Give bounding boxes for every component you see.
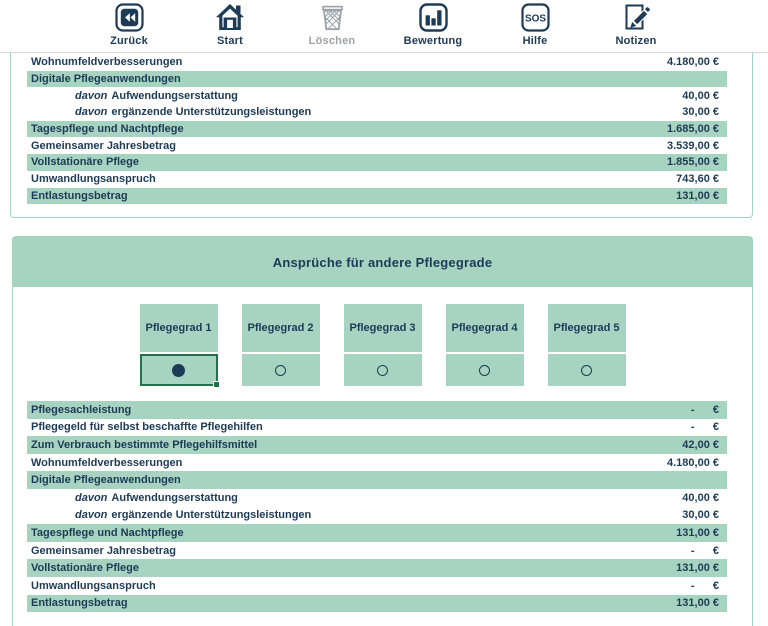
row-label: Digitale Pflegeanwendungen bbox=[31, 474, 181, 487]
row-value: 4.180,00 € bbox=[667, 56, 719, 69]
row-label: davon ergänzende Unterstützungsleistungen bbox=[75, 106, 312, 119]
table-row bbox=[27, 104, 727, 121]
back-label: Zurück bbox=[110, 35, 148, 47]
radio-pflegegrad-5[interactable] bbox=[548, 354, 626, 386]
notes-label: Notizen bbox=[615, 35, 657, 47]
davon-prefix: davon bbox=[75, 491, 108, 504]
notes-button[interactable] bbox=[590, 2, 682, 47]
davon-prefix: davon bbox=[75, 106, 108, 119]
row-label: Entlastungsbetrag bbox=[31, 189, 128, 202]
panel-header bbox=[13, 237, 752, 287]
row-value: 40,00 € bbox=[682, 491, 719, 504]
row-label: davon ergänzende Unterstützungsleistungen bbox=[75, 509, 312, 522]
grade-label: Pflegegrad 3 bbox=[344, 304, 422, 352]
row-label: Wohnumfeldverbesserungen bbox=[31, 456, 183, 469]
row-label: Tagespflege und Nachtpflege bbox=[31, 526, 184, 539]
table-row bbox=[27, 137, 727, 154]
grade-label: Pflegegrad 2 bbox=[242, 304, 320, 352]
radio-pflegegrad-4[interactable] bbox=[446, 354, 524, 386]
radio-circle bbox=[377, 365, 388, 376]
other-grades-table bbox=[27, 401, 727, 612]
rating-label: Bewertung bbox=[403, 35, 463, 47]
help-button[interactable] bbox=[489, 2, 581, 47]
table-row bbox=[27, 87, 727, 104]
bar-chart-icon bbox=[387, 2, 479, 33]
grade-label: Pflegegrad 1 bbox=[140, 304, 218, 352]
row-label: Vollstationäre Pflege bbox=[31, 562, 139, 575]
row-label: Tagespflege und Nachtpflege bbox=[31, 123, 184, 136]
delete-label: Löschen bbox=[308, 35, 356, 47]
row-label: davon Aufwendungserstattung bbox=[75, 491, 238, 504]
row-value: 30,00 € bbox=[682, 106, 719, 119]
table-row bbox=[27, 121, 727, 138]
table-row bbox=[27, 542, 727, 560]
row-value: - € bbox=[690, 579, 719, 592]
grade-selector bbox=[13, 304, 752, 386]
row-label: Gemeinsamer Jahresbetrag bbox=[31, 139, 176, 152]
note-pencil-icon bbox=[590, 2, 682, 33]
grade-option-5 bbox=[548, 304, 626, 386]
row-value: 131,00 € bbox=[676, 562, 719, 575]
home-label: Start bbox=[216, 35, 244, 47]
row-value: 40,00 € bbox=[682, 89, 719, 102]
table-row bbox=[27, 71, 727, 88]
row-label: Umwandlungsanspruch bbox=[31, 173, 156, 186]
sos-icon bbox=[489, 2, 581, 33]
row-label: Umwandlungsanspruch bbox=[31, 579, 156, 592]
radio-pflegegrad-2[interactable] bbox=[242, 354, 320, 386]
table-row bbox=[27, 401, 727, 419]
table-row bbox=[27, 54, 727, 71]
panel-title: Ansprüche für andere Pflegegrade bbox=[272, 254, 493, 270]
table-row bbox=[27, 436, 727, 454]
home-button[interactable] bbox=[184, 2, 276, 47]
grade-option-4 bbox=[446, 304, 524, 386]
row-value: - € bbox=[690, 403, 719, 416]
row-value: 131,00 € bbox=[676, 597, 719, 610]
back-button[interactable] bbox=[83, 2, 175, 47]
davon-prefix: davon bbox=[75, 89, 108, 102]
row-value: 42,00 € bbox=[682, 438, 719, 451]
row-label: Entlastungsbetrag bbox=[31, 597, 128, 610]
row-label: Wohnumfeldverbesserungen bbox=[31, 56, 183, 69]
grade-label: Pflegegrad 5 bbox=[548, 304, 626, 352]
radio-pflegegrad-3[interactable] bbox=[344, 354, 422, 386]
radio-circle bbox=[581, 365, 592, 376]
table-row bbox=[27, 188, 727, 205]
table-row bbox=[27, 507, 727, 525]
selection-fill-handle[interactable] bbox=[213, 381, 220, 388]
row-value: 131,00 € bbox=[676, 189, 719, 202]
table-row bbox=[27, 419, 727, 437]
row-label: Vollstationäre Pflege bbox=[31, 156, 139, 169]
row-label: Pflegesachleistung bbox=[31, 403, 132, 416]
radio-circle bbox=[275, 365, 286, 376]
row-label: Gemeinsamer Jahresbetrag bbox=[31, 544, 176, 557]
rating-button[interactable] bbox=[387, 2, 479, 47]
table-row bbox=[27, 489, 727, 507]
home-icon bbox=[184, 2, 276, 33]
delete-button bbox=[286, 2, 378, 47]
table-row bbox=[27, 154, 727, 171]
table-row bbox=[27, 577, 727, 595]
trash-icon bbox=[286, 2, 378, 33]
row-value: 1.855,00 € bbox=[667, 156, 719, 169]
row-value: 4.180,00 € bbox=[667, 456, 719, 469]
benefits-panel bbox=[10, 52, 753, 218]
other-grades-panel bbox=[12, 236, 753, 626]
row-value: 743,60 € bbox=[676, 173, 719, 186]
grade-option-3 bbox=[344, 304, 422, 386]
toolbar bbox=[0, 0, 768, 53]
grade-option-2 bbox=[242, 304, 320, 386]
davon-prefix: davon bbox=[75, 509, 108, 522]
row-value: 30,00 € bbox=[682, 509, 719, 522]
table-row bbox=[27, 595, 727, 613]
row-value: - € bbox=[690, 421, 719, 434]
row-label: Zum Verbrauch bestimmte Pflegehilfsmittel bbox=[31, 438, 258, 451]
grade-option-1 bbox=[140, 304, 218, 386]
table-row bbox=[27, 559, 727, 577]
row-value: 131,00 € bbox=[676, 526, 719, 539]
row-label: davon Aufwendungserstattung bbox=[75, 89, 238, 102]
row-value: 1.685,00 € bbox=[667, 123, 719, 136]
grade-label: Pflegegrad 4 bbox=[446, 304, 524, 352]
table-row bbox=[27, 471, 727, 489]
row-label: Digitale Pflegeanwendungen bbox=[31, 73, 181, 86]
table-row bbox=[27, 171, 727, 188]
benefits-table bbox=[27, 54, 727, 204]
rewind-icon bbox=[83, 2, 175, 33]
radio-circle bbox=[479, 365, 490, 376]
svg-text:SOS: SOS bbox=[524, 13, 546, 25]
radio-dot bbox=[172, 364, 185, 377]
table-row bbox=[27, 524, 727, 542]
help-label: Hilfe bbox=[522, 35, 548, 47]
row-value: 3.539,00 € bbox=[667, 139, 719, 152]
row-value: - € bbox=[690, 544, 719, 557]
radio-pflegegrad-1[interactable] bbox=[140, 354, 218, 386]
row-label: Pflegegeld für selbst beschaffte Pflegehilfen bbox=[31, 421, 263, 434]
table-row bbox=[27, 454, 727, 472]
